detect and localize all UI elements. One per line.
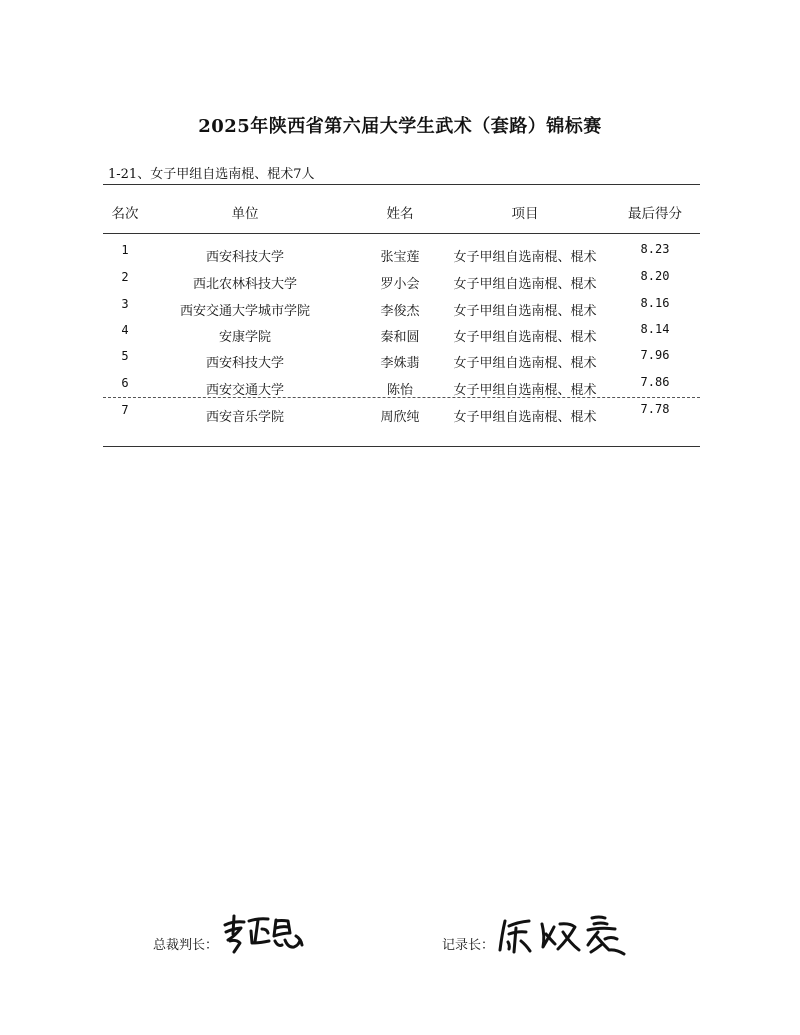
score-cell: 7.96	[640, 348, 670, 362]
item-cell: 女子甲组自选南棍、棍术	[453, 330, 597, 345]
name-cell: 李姝翡	[380, 356, 420, 371]
header-unit: 单位	[231, 206, 259, 222]
score-cell: 7.86	[640, 375, 670, 389]
item-cell: 女子甲组自选南棍、棍术	[453, 304, 597, 319]
rank-cell: 3	[121, 297, 129, 311]
recorder-signature	[498, 912, 628, 956]
header-rank: 名次	[111, 206, 139, 222]
unit-cell: 西安音乐学院	[205, 410, 284, 425]
name-cell: 周欣纯	[380, 410, 420, 425]
header-name: 姓名	[386, 206, 414, 222]
table-row	[0, 402, 800, 433]
score-cell: 8.16	[640, 296, 670, 310]
item-cell: 女子甲组自选南棍、棍术	[453, 410, 597, 425]
table-bottom-rule	[103, 446, 700, 447]
item-cell: 女子甲组自选南棍、棍术	[453, 356, 597, 371]
qualification-cutoff-rule	[103, 397, 700, 398]
header-item: 项目	[511, 206, 539, 222]
item-cell: 女子甲组自选南棍、棍术	[453, 383, 597, 398]
unit-cell: 西安科技大学	[205, 250, 284, 265]
unit-cell: 西北农林科技大学	[192, 277, 297, 292]
chief-referee-label: 总裁判长：	[153, 938, 219, 953]
unit-cell: 西安科技大学	[205, 356, 284, 371]
rank-cell: 5	[121, 349, 129, 363]
header-score: 最后得分	[628, 206, 682, 222]
unit-cell: 安康学院	[218, 330, 271, 345]
score-cell: 8.23	[640, 242, 670, 256]
rank-cell: 4	[121, 323, 129, 337]
item-cell: 女子甲组自选南棍、棍术	[453, 250, 597, 265]
table-top-rule	[103, 184, 700, 185]
name-cell: 张宝莲	[380, 250, 420, 265]
event-subtitle: 1-21、女子甲组自选南棍、棍术7人	[108, 167, 315, 182]
rank-cell: 7	[121, 403, 129, 417]
score-cell: 7.78	[640, 402, 670, 416]
name-cell: 陈怡	[386, 383, 413, 398]
name-cell: 秦和圆	[380, 330, 420, 345]
name-cell: 李俊杰	[380, 304, 420, 319]
score-cell: 8.20	[640, 269, 670, 283]
rank-cell: 1	[121, 243, 129, 257]
unit-cell: 西安交通大学城市学院	[179, 304, 310, 319]
rank-cell: 2	[121, 270, 129, 284]
item-cell: 女子甲组自选南棍、棍术	[453, 277, 597, 292]
name-cell: 罗小会	[380, 277, 420, 292]
chief-referee-signature	[222, 912, 304, 956]
table-header-rule	[103, 233, 700, 234]
unit-cell: 西安交通大学	[205, 383, 284, 398]
rank-cell: 6	[121, 376, 129, 390]
score-cell: 8.14	[640, 322, 670, 336]
recorder-label: 记录长：	[442, 938, 495, 953]
page-title: 2025年陕西省第六届大学生武术（套路）锦标赛	[198, 116, 602, 137]
